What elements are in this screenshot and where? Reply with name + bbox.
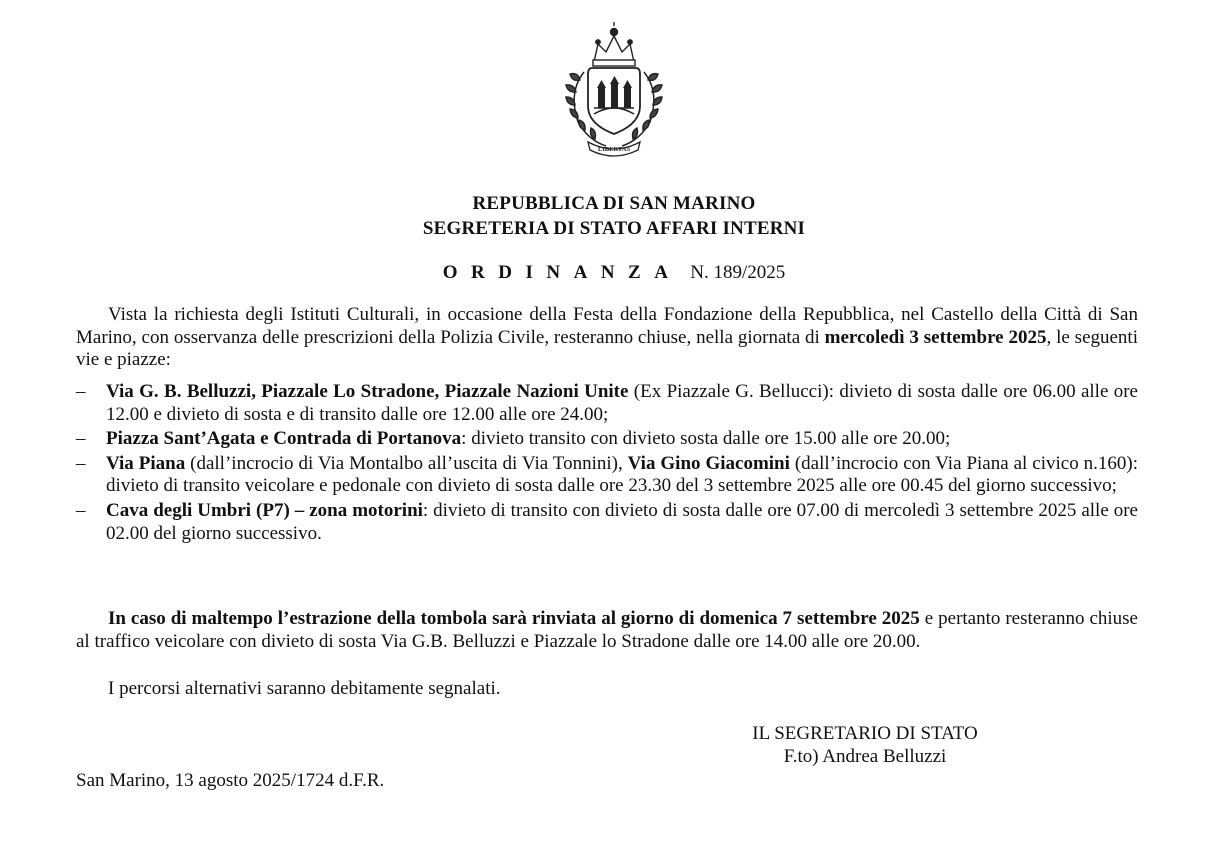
list-item [76, 453, 1138, 498]
item-text: (dall’incrocio di Via Montalbo all’uscita di Via Tonnini), [185, 452, 628, 474]
header-ministry: SEGRETERIA DI STATO AFFARI INTERNI [422, 218, 806, 239]
ordinanza-word: ORDINANZA [442, 262, 682, 283]
intro-paragraph [76, 304, 1138, 372]
closures-list [76, 381, 1138, 547]
weather-text: e pertanto resteranno chiuse al traffico veicolare con divieto di sosta Via G.B. Belluzzi e Piazzale lo Stradone dalle ore 14.00 alle ore 20.00. [76, 608, 1138, 652]
svg-text:LIBERTAS: LIBERTAS [597, 146, 631, 153]
san-marino-coat-of-arms-emblem [558, 22, 670, 158]
weather-paragraph [76, 608, 1138, 653]
dateline: San Marino, 13 agosto 2025/1724 d.F.R. [76, 770, 385, 791]
list-item [76, 381, 1138, 426]
header-republic: REPUBBLICA DI SAN MARINO [472, 193, 756, 214]
item-bold: Via G. B. Belluzzi, Piazzale Lo Stradone, Piazzale Nazioni Unite [106, 381, 629, 402]
item-bold: Cava degli Umbri (P7) – zona motorini [106, 499, 423, 521]
item-text-2: (dall’incrocio con Via Piana al civico n.160): divieto di transito veicolare e pedonale con divieto di sosta dalle ore 23.30 del 3 settembre 2025 alle ore 00.45 del giorno successivo; [106, 452, 1138, 497]
list-item [76, 500, 1138, 545]
item-bold: Piazza Sant’Agata e Contrada di Portanova [106, 428, 462, 450]
intro-date: mercoledì 3 settembre 2025 [824, 326, 1047, 348]
item-bold: Via Piana [106, 452, 186, 474]
item-text: : divieto di transito con divieto di sosta dalle ore 07.00 di mercoledì 3 settembre 2025 alle ore 02.00 del giorno successivo. [106, 499, 1138, 544]
weather-bold: In caso di maltempo l’estrazione della tombola sarà rinviata al giorno di domenica 7 settembre 2025 [108, 608, 920, 629]
signature-block [700, 722, 1030, 768]
list-dash: – [76, 428, 86, 450]
list-dash: – [76, 381, 86, 402]
list-dash: – [76, 452, 86, 474]
signature-name: F.to) Andrea Belluzzi [783, 746, 947, 767]
ordinanza-number: N. 189/2025 [690, 262, 786, 283]
item-text: (Ex Piazzale G. Bellucci): divieto di sosta dalle ore 06.00 alle ore 12.00 e divieto di sosta e di transito dalle ore 12.00 alle ore 24.00; [106, 381, 1138, 425]
list-item [76, 428, 1138, 451]
routes-paragraph: I percorsi alternativi saranno debitamente segnalati. [108, 678, 501, 699]
item-bold-2: Via Gino Giacomini [627, 452, 790, 474]
ordinanza-title [0, 262, 1228, 284]
list-dash: – [76, 499, 86, 521]
signature-title: IL SEGRETARIO DI STATO [752, 723, 978, 744]
intro-text-after: , le seguenti vie e piazze: [76, 326, 1138, 371]
intro-text-before: Vista la richiesta degli Istituti Culturali, in occasione della Festa della Fondazione della Repubblica, nel Castello della Città di San Marino, con osservanza delle prescrizioni della Polizia Civile, resteranno chiuse, nella giornata di [76, 304, 1138, 348]
item-text: : divieto transito con divieto sosta dalle ore 15.00 alle ore 20.00; [461, 428, 951, 450]
